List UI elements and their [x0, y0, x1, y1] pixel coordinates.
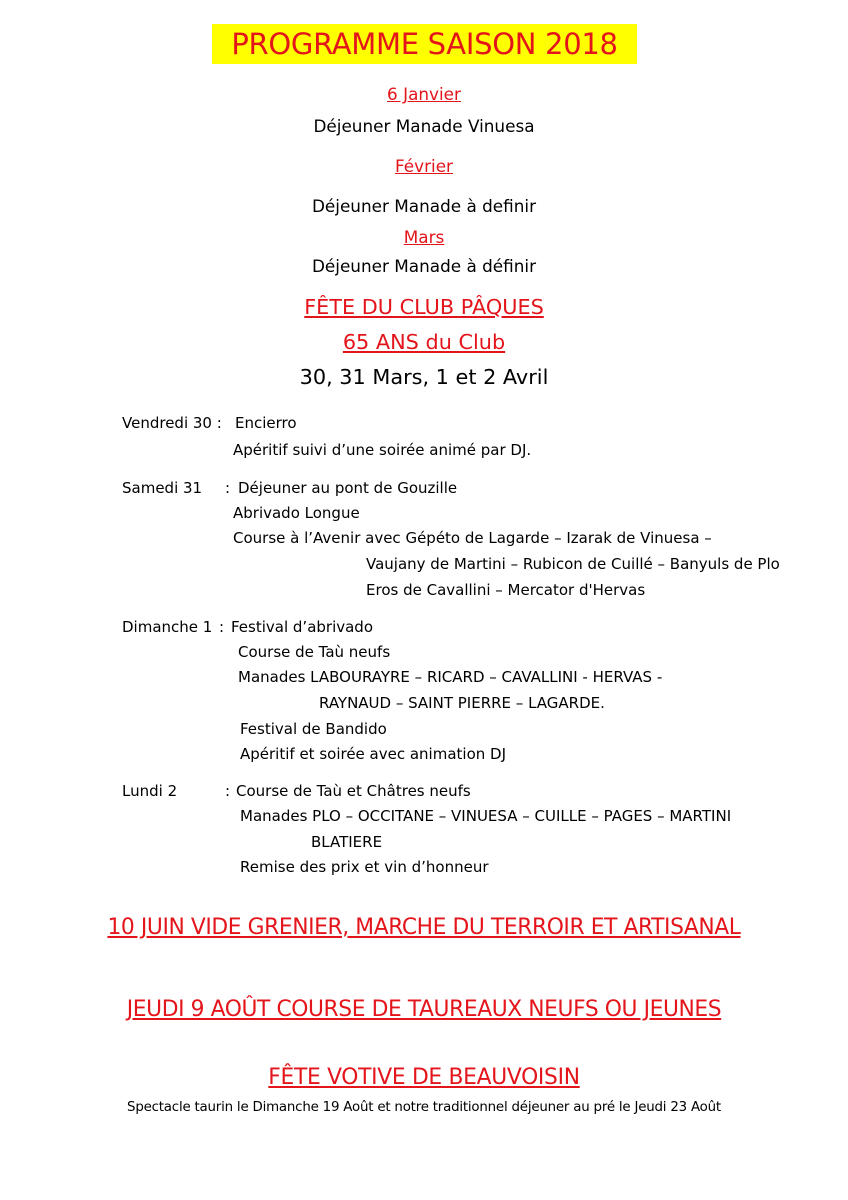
january-event: Déjeuner Manade Vinuesa: [313, 116, 535, 136]
friday-item: Apéritif suivi d’une soirée animé par DJ.: [233, 441, 532, 459]
friday-item: Encierro: [235, 414, 297, 432]
saturday-day: Samedi 31: [122, 479, 203, 497]
sunday-item: RAYNAUD – SAINT PIERRE – LAGARDE.: [319, 694, 605, 712]
february-event: Déjeuner Manade à definir: [311, 196, 537, 216]
saturday-item: Abrivado Longue: [233, 504, 360, 522]
monday-item: BLATIERE: [311, 833, 383, 851]
votive-detail: Spectacle taurin le Dimanche 19 Août et notre traditionnel déjeuner au pré le Jeudi 23 Août: [127, 1100, 721, 1115]
march-month: Mars: [403, 227, 445, 247]
sunday-colon: :: [219, 618, 225, 636]
sunday-day: Dimanche 1: [122, 618, 213, 636]
august-event: JEUDI 9 AOÛT COURSE DE TAUREAUX NEUFS OU JEUNES: [126, 997, 722, 1022]
sunday-item: Course de Taù neufs: [238, 643, 391, 661]
page-title: PROGRAMME SAISON 2018: [212, 24, 637, 64]
sunday-item: Festival de Bandido: [240, 720, 387, 738]
saturday-item: Eros de Cavallini – Mercator d'Hervas: [366, 581, 646, 599]
monday-item: Course de Taù et Châtres neufs: [236, 782, 471, 800]
votive-title: FÊTE VOTIVE DE BEAUVOISIN: [268, 1065, 580, 1090]
sunday-item: Festival d’abrivado: [231, 618, 374, 636]
monday-colon: :: [225, 782, 231, 800]
january-date: 6 Janvier: [387, 84, 461, 104]
monday-item: Remise des prix et vin d’honneur: [240, 858, 489, 876]
friday-day: Vendredi 30 :: [122, 414, 222, 432]
sunday-item: Manades LABOURAYRE – RICARD – CAVALLINI - HERVAS -: [238, 668, 663, 686]
easter-title: FÊTE DU CLUB PÂQUES: [304, 295, 544, 319]
monday-day: Lundi 2: [122, 782, 178, 800]
march-event: Déjeuner Manade à définir: [311, 256, 537, 276]
saturday-item: Déjeuner au pont de Gouzille: [238, 479, 458, 497]
sunday-item: Apéritif et soirée avec animation DJ: [240, 745, 507, 763]
easter-dates: 30, 31 Mars, 1 et 2 Avril: [299, 365, 549, 389]
monday-item: Manades PLO – OCCITANE – VINUESA – CUILLE – PAGES – MARTINI: [240, 807, 732, 825]
saturday-colon: :: [225, 479, 231, 497]
saturday-item: Vaujany de Martini – Rubicon de Cuillé – Banyuls de Plo: [366, 555, 780, 573]
june-event: 10 JUIN VIDE GRENIER, MARCHE DU TERROIR ET ARTISANAL: [107, 915, 741, 940]
easter-anniversary: 65 ANS du Club: [342, 330, 506, 354]
saturday-item: Course à l’Avenir avec Gépéto de Lagarde – Izarak de Vinuesa –: [233, 529, 712, 547]
february-month: Février: [395, 156, 453, 176]
